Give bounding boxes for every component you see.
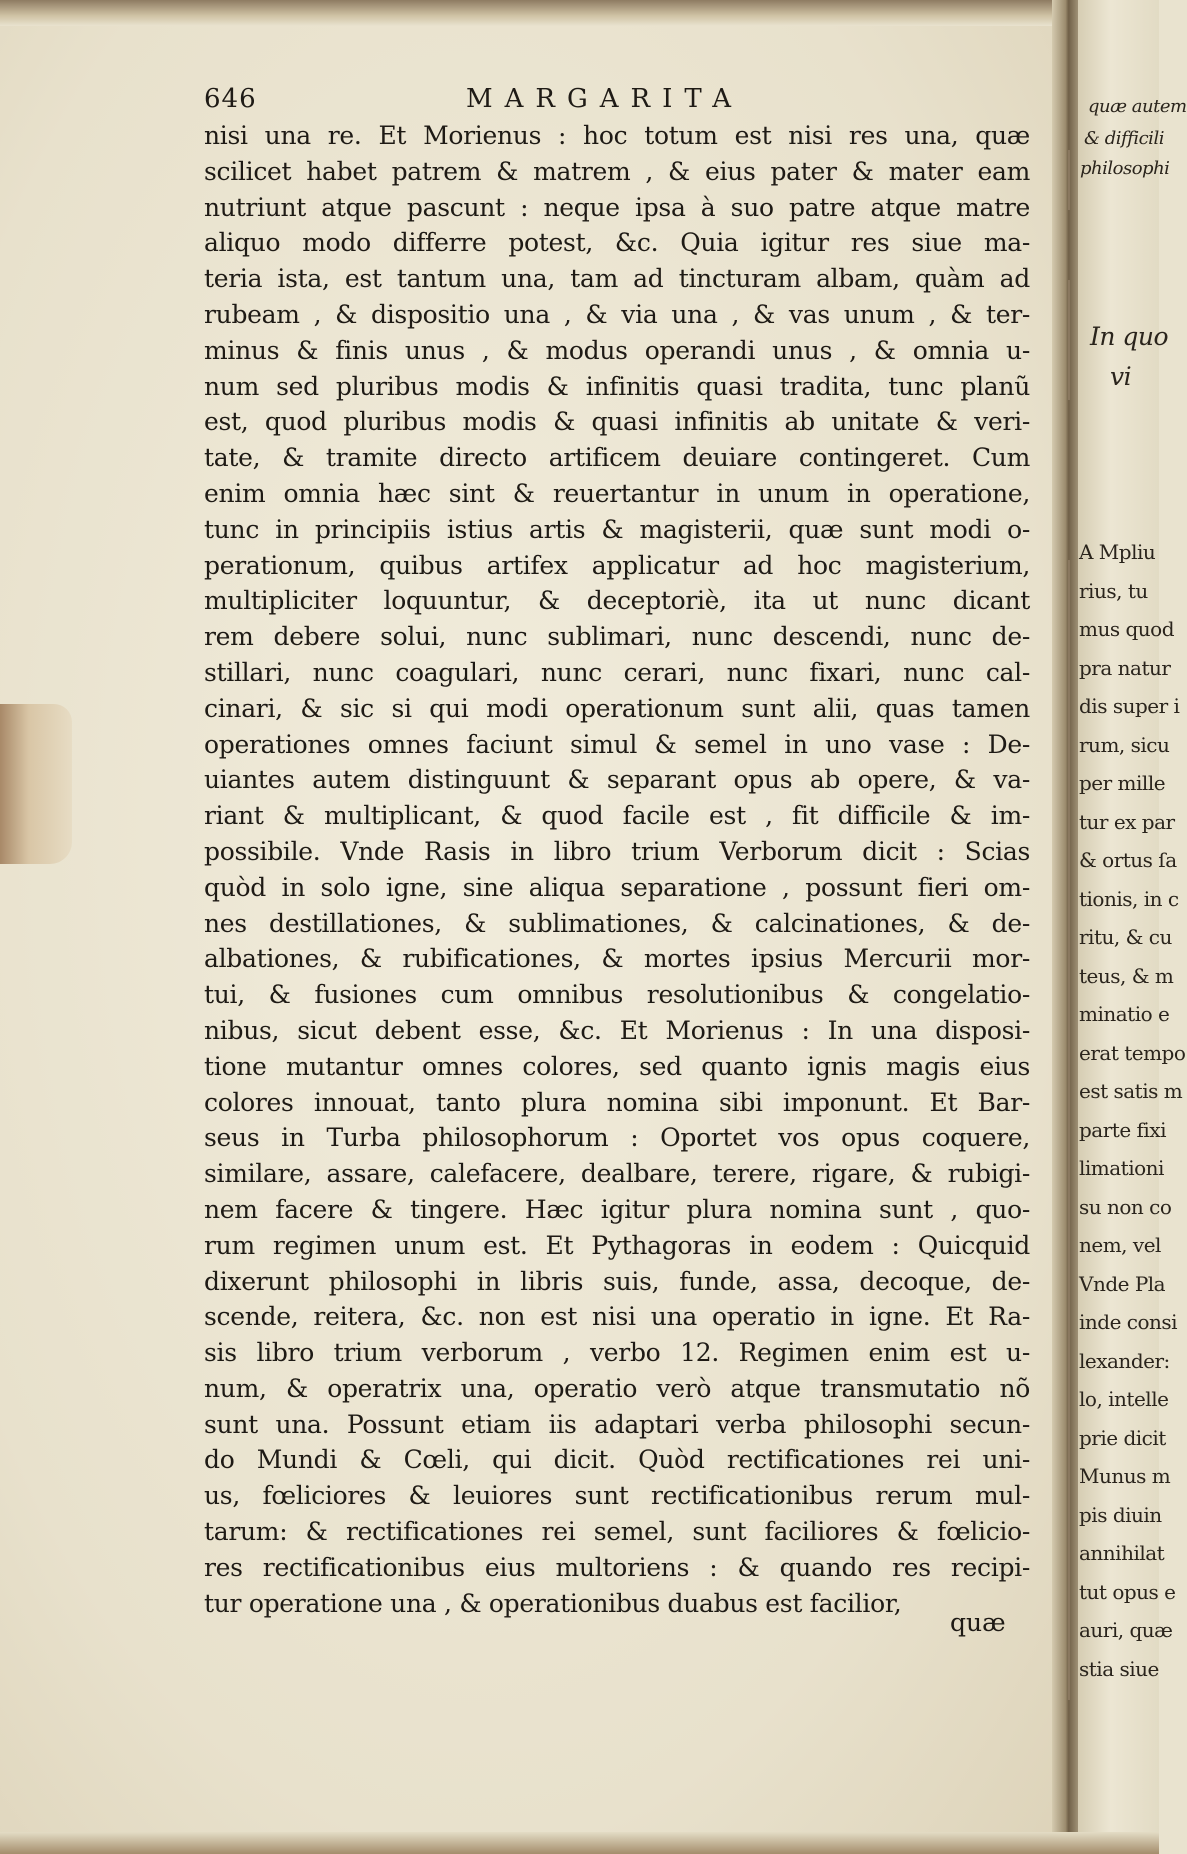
text-line: teria ista, est tantum una, tam ad tincturam albam, quàm ad — [204, 264, 1030, 294]
facing-text-line: mus quod — [1079, 617, 1174, 641]
text-line: minus & finis unus , & modus operandi unus , & omnia u- — [204, 335, 1030, 365]
text-line: us, fœliciores & leuiores sunt rectificationibus rerum mul- — [204, 1481, 1030, 1511]
text-line: scende, reitera, &c. non est nisi una operatio in igne. Et Ra- — [204, 1302, 1030, 1332]
page-bottom-edge — [0, 1832, 1159, 1854]
text-line: tarum: & rectificationes rei semel, sunt faciliores & fœlicio- — [204, 1517, 1030, 1547]
text-line: similare, assare, calefacere, dealbare, terere, rigare, & rubigi- — [204, 1159, 1030, 1189]
facing-text-line: A Mpliu — [1079, 540, 1156, 564]
facing-heading-line: In quo — [1090, 322, 1169, 351]
text-line: tunc in principiis istius artis & magisterii, quæ sunt modi o- — [204, 514, 1030, 544]
text-line: enim omnia hæc sint & reuertantur in unum in operatione, — [204, 478, 1030, 508]
text-line: stillari, nunc coagulari, nunc cerari, nunc fixari, nunc cal- — [204, 657, 1030, 687]
facing-text-line: nem, vel — [1079, 1233, 1161, 1257]
facing-text-line: per mille — [1079, 771, 1166, 795]
text-line: cinari, & sic si qui modi operationum sunt alii, quas tamen — [204, 693, 1030, 723]
page-top-edge — [0, 0, 1159, 26]
facing-text-line: ritu, & cu — [1079, 925, 1172, 949]
facing-text-line: rius, tu — [1079, 578, 1148, 603]
facing-text-line: annihilat — [1079, 1541, 1165, 1565]
text-line: tur operatione una , & operationibus duabus est facilior, — [204, 1588, 902, 1618]
facing-text-line: lo, intelle — [1079, 1387, 1169, 1411]
facing-page-text — [1078, 0, 1187, 1854]
facing-text-line: limationi — [1079, 1156, 1164, 1180]
main-text-block — [204, 118, 1030, 1621]
facing-text-line: prie dicit — [1079, 1425, 1166, 1450]
text-line: num sed pluribus modis & infinitis quasi tradita, tunc planũ — [204, 371, 1030, 401]
text-line: nisi una re. Et Morienus : hoc totum est nisi res una, quæ — [204, 121, 1030, 150]
text-line: rem debere solui, nunc sublimari, nunc descendi, nunc de- — [204, 622, 1030, 652]
text-line: rum regimen unum est. Et Pythagoras in eodem : Quicquid — [204, 1230, 1030, 1260]
facing-text-line: teus, & m — [1079, 963, 1174, 988]
facing-text-line: parte fixi — [1079, 1117, 1166, 1142]
facing-text-line: Vnde Pla — [1079, 1271, 1166, 1296]
text-line: dixerunt philosophi in libris suis, funde, assa, decoque, de- — [204, 1266, 1030, 1296]
text-line: possibile. Vnde Rasis in libro trium Verborum dicit : Scias — [204, 836, 1030, 866]
text-line: tate, & tramite directo artificem deuiare contingeret. Cum — [204, 443, 1030, 473]
text-line: sunt una. Possunt etiam iis adaptari verba philosophi secun- — [204, 1409, 1030, 1439]
text-line: rubeam , & dispositio una , & via una , & vas unum , & ter- — [204, 299, 1030, 329]
facing-text-line: stia siue — [1079, 1656, 1159, 1681]
text-line: do Mundi & Cœli, qui dicit. Quòd rectificationes rei uni- — [204, 1445, 1030, 1475]
text-line: colores innouat, tanto plura nomina sibi imponunt. Et Bar- — [204, 1087, 1030, 1117]
page-number: 646 — [204, 84, 257, 114]
text-line: multipliciter loquuntur, & deceptoriè, ita ut nunc dicant — [204, 586, 1030, 616]
facing-text-line: auri, quæ — [1079, 1618, 1173, 1642]
text-line: nes destillationes, & sublimationes, & calcinationes, & de- — [204, 908, 1030, 938]
facing-text-line: tut opus e — [1079, 1579, 1176, 1604]
facing-page-rule — [1068, 560, 1070, 1700]
text-line: est, quod pluribus modis & quasi infinitis ab unitate & veri- — [204, 407, 1030, 437]
text-line: tui, & fusiones cum omnibus resolutionibus & congelatio- — [204, 980, 1030, 1010]
facing-text-line: minatio e — [1079, 1002, 1170, 1026]
text-line: albationes, & rubificationes, & mortes ipsius Mercurii mor- — [204, 944, 1030, 974]
facing-top-line: quæ autem — [1088, 96, 1187, 117]
text-line: res rectificationibus eius multoriens : & quando res recipi- — [204, 1552, 1030, 1582]
facing-text-line: est satis m — [1079, 1079, 1183, 1103]
running-head: MARGARITA — [466, 84, 744, 114]
facing-text-line: Munus m — [1079, 1464, 1171, 1488]
text-line: perationum, quibus artifex applicatur ad hoc magisterium, — [204, 550, 1030, 580]
facing-text-line: erat tempo — [1079, 1040, 1186, 1065]
facing-text-line: dis super i — [1079, 694, 1180, 718]
facing-text-line: inde consi — [1079, 1310, 1178, 1334]
facing-text-line: su non co — [1079, 1194, 1172, 1219]
facing-text-line: pra natur — [1079, 655, 1171, 680]
facing-heading-line: vi — [1110, 362, 1132, 391]
text-line: nibus, sicut debent esse, &c. Et Morienus : In una disposi- — [204, 1015, 1030, 1045]
facing-text-line: & ortus ſa — [1079, 848, 1177, 872]
catchword: quæ — [950, 1608, 1006, 1637]
facing-page-rule — [1068, 150, 1070, 210]
text-line: riant & multiplicant, & quod facile est , fit difficile & im- — [204, 801, 1030, 831]
facing-text-line: tionis, in c — [1079, 886, 1179, 911]
facing-top-line: philosophi — [1080, 158, 1170, 179]
text-line: nem facere & tingere. Hæc igitur plura nomina sunt , quo- — [204, 1194, 1030, 1224]
facing-page-rule — [1068, 280, 1070, 400]
facing-top-line: & difficili — [1084, 128, 1164, 149]
text-line: scilicet habet patrem & matrem , & eius pater & mater eam — [204, 156, 1030, 186]
text-line: seus in Turba philosophorum : Oportet vos opus coquere, — [204, 1123, 1030, 1153]
page-header — [204, 84, 1044, 118]
paper-tab-marker — [0, 704, 72, 864]
facing-text-line: lexander: — [1079, 1348, 1170, 1373]
text-line: tione mutantur omnes colores, sed quanto ignis magis eius — [204, 1051, 1030, 1081]
facing-text-line: pis diuin — [1079, 1502, 1162, 1527]
text-line: num, & operatrix una, operatio verò atque transmutatio nõ — [204, 1373, 1030, 1403]
facing-text-line: rum, sicu — [1079, 732, 1170, 757]
facing-text-line: tur ex par — [1079, 809, 1175, 834]
text-line: nutriunt atque pascunt : neque ipsa à suo patre atque matre — [204, 192, 1030, 222]
text-line: quòd in solo igne, sine aliqua separatione , possunt fieri om- — [204, 872, 1030, 902]
text-line: sis libro trium verborum , verbo 12. Regimen enim est u- — [204, 1338, 1030, 1368]
text-line: operationes omnes faciunt simul & semel in uno vase : De- — [204, 729, 1030, 759]
text-line: uiantes autem distinguunt & separant opus ab opere, & va- — [204, 765, 1030, 795]
text-line: aliquo modo differre potest, &c. Quia igitur res siue ma- — [204, 228, 1030, 258]
